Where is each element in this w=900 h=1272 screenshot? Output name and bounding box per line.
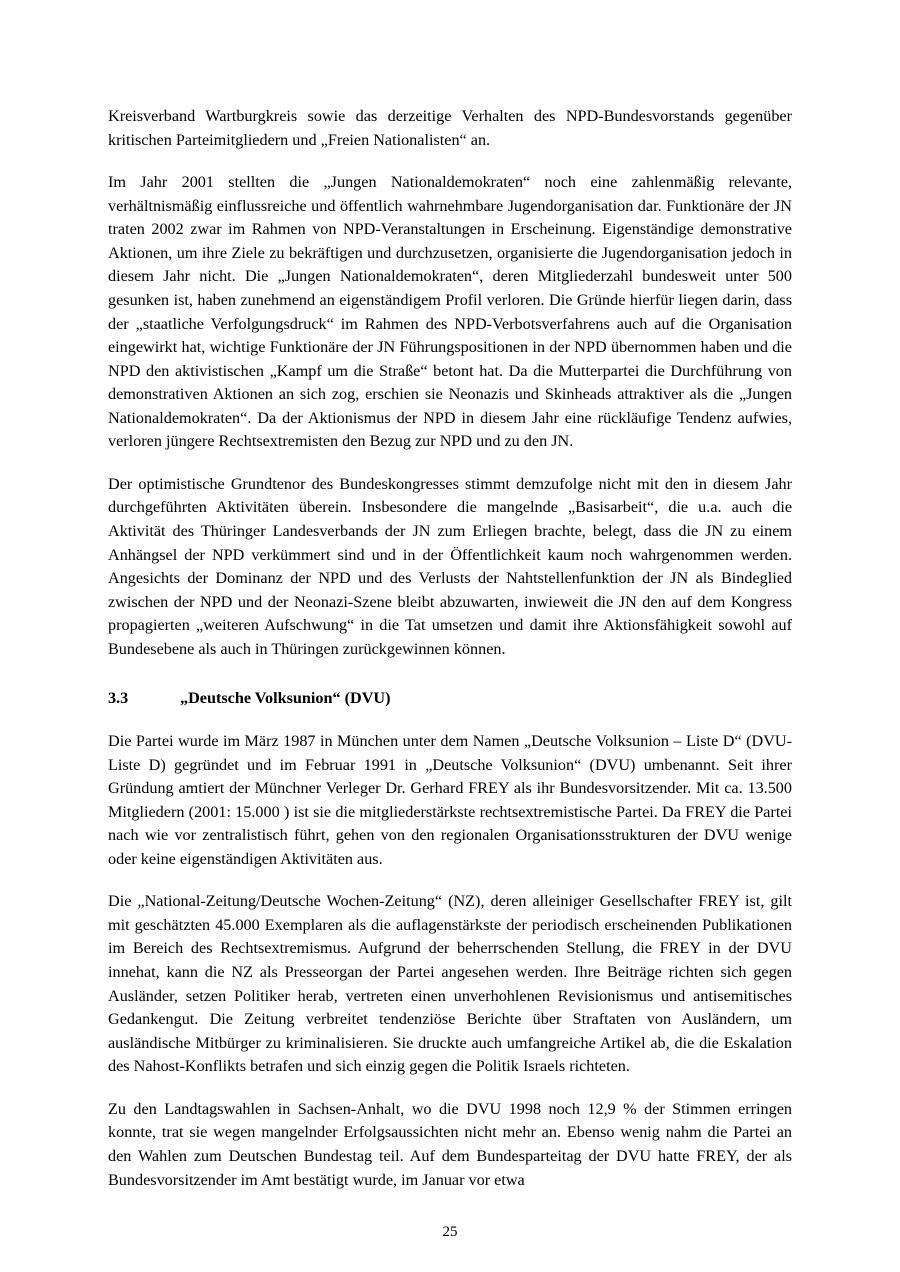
paragraph: Die „National-Zeitung/Deutsche Wochen-Zeitung“ (NZ), deren alleiniger Gesellschafter FREY ist, gilt mit geschätzten 45.000 Exemplaren als die auflagenstärkste der periodisch erscheinenden Publikationen im Bereich des Rechtsextremismus. Aufgrund der beherrschenden Stellung, die FREY in der DVU innehat, kann die NZ als Presseorgan der Partei angesehen werden. Ihre Beiträge richten sich gegen Ausländer, setzen Politiker herab, vertreten einen unverhohlenen Revisionismus und antisemitisches Gedankengut. Die Zeitung verbreitet tendenziöse Berichte über Straftaten von Ausländern, um ausländische Mitbürger zu kriminalisieren. Sie druckte auch umfangreiche Artikel ab, die die Eskalation des Nahost-Konflikts betrafen und sich einzig gegen die Politik Israels richteten.	[108, 892, 792, 1076]
paragraph: Im Jahr 2001 stellten die „Jungen Nationaldemokraten“ noch eine zahlenmäßig relevante, verhältnismäßig einflussreiche und öffentlich wahrnehmbare Jugendorganisation dar. Funktionäre der JN traten 2002 zwar im Rahmen von NPD-Veranstaltungen in Erscheinung. Eigenständige demonstrative Aktionen, um ihre Ziele zu bekräftigen und durchzusetzen, organisierte die Jugendorganisation jedoch in diesem Jahr nicht. Die „Jungen Nationaldemokraten“, deren Mitgliederzahl bundesweit unter 500 gesunken ist, haben zunehmend an eigenständigem Profil verloren. Die Gründe hierfür liegen darin, dass der „staatliche Verfolgungsdruck“ im Rahmen des NPD-Verbotsverfahrens auch auf die Organisation eingewirkt hat, wichtige Funktionäre der JN Führungspositionen in der NPD übernommen haben und die NPD den aktivistischen „Kampf um die Straße“ betont hat. Da die Mutterpartei die Durchführung von demonstrativen Aktionen an sich zog, erschien sie Neonazis und Skinheads attraktiver als die „Jungen Nationaldemokraten“. Da der Aktionismus der NPD in diesem Jahr eine rückläufige Tendenz aufwies, verloren jüngere Rechtsextremisten den Bezug zur NPD und zu den JN.	[108, 173, 792, 451]
section-number: 3.3	[108, 689, 129, 708]
page-number: 25	[442, 1224, 458, 1240]
paragraph: Kreisverband Wartburgkreis sowie das derzeitige Verhalten des NPD-Bundesvorstands gegenüber kritischen Parteimitgliedern und „Freien Nationalisten“ an.	[108, 107, 792, 149]
section-title: „Deutsche Volksunion“ (DVU)	[180, 689, 391, 708]
paragraph: Zu den Landtagswahlen in Sachsen-Anhalt, wo die DVU 1998 noch 12,9 % der Stimmen erringen konnte, trat sie wegen mangelnder Erfolgsaussichten nicht mehr an. Ebenso wenig nahm die Partei an den Wahlen zum Deutschen Bundestag teil. Auf dem Bundesparteitag der DVU hatte FREY, der als Bundesvorsitzender im Amt bestätigt wurde, im Januar vor etwa	[108, 1099, 792, 1189]
paragraph: Die Partei wurde im März 1987 in München unter dem Namen „Deutsche Volksunion – Liste D“ (DVU-Liste D) gegründet und im Februar 1991 in „Deutsche Volksunion“ (DVU) umbenannt. Seit ihrer Gründung amtiert der Münchner Verleger Dr. Gerhard FREY als ihr Bundesvorsitzender. Mit ca. 13.500 Mitgliedern (2001: 15.000 ) ist sie die mitgliederstärkste rechtsextremistische Partei. Da FREY die Partei nach wie vor zentralistisch führt, gehen von den regionalen Organisationsstrukturen der DVU wenige oder keine eigenständigen Aktivitäten aus.	[108, 731, 792, 868]
page-content	[108, 105, 792, 1192]
paragraph: Der optimistische Grundtenor des Bundeskongresses stimmt demzufolge nicht mit den in diesem Jahr durchgeführten Aktivitäten überein. Insbesondere die mangelnde „Basisarbeit“, die u.a. auch die Aktivität des Thüringer Landesverbands der JN zum Erliegen brachte, belegt, dass die JN zu einem Anhängsel der NPD verkümmert sind und in der Öffentlichkeit kaum noch wahrgenommen werden. Angesichts der Dominanz der NPD und des Verlusts der Nahtstellenfunktion der JN als Bindeglied zwischen der NPD und der Neonazi-Szene bleibt abzuwarten, inwieweit die JN den auf dem Kongress propagierten „weiteren Aufschwung“ in die Tat umsetzen und damit ihre Aktionsfähigkeit sowohl auf Bundesebene als auch in Thüringen zurückgewinnen können.	[108, 474, 792, 658]
section-heading	[108, 687, 792, 711]
